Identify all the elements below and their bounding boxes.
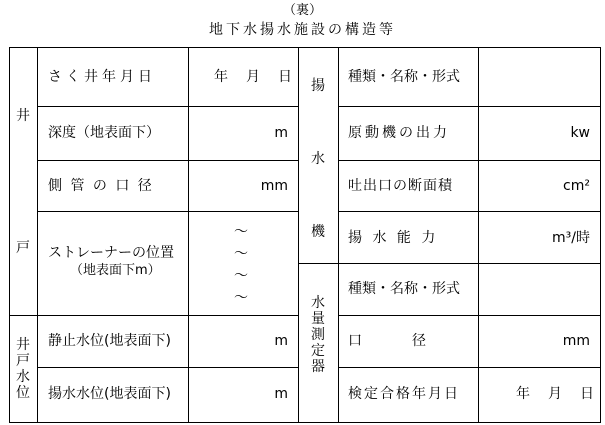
row-line-left-4	[9, 315, 299, 316]
row-line-right-2	[338, 160, 601, 161]
static-water-level-unit: m	[274, 333, 288, 349]
depth-label: 深度（地表面下）	[48, 125, 160, 141]
row-line-left-1	[37, 106, 299, 107]
table-border-top	[9, 47, 601, 48]
strainer-range-mark: ～	[234, 268, 248, 284]
row-line-left-3	[37, 211, 299, 212]
pumping-water-level-unit: m	[274, 386, 288, 402]
outlet-area-label: 吐出口の断面積	[348, 178, 453, 194]
pump-group-label-char: 水	[311, 151, 325, 167]
pumping-capacity-label: 揚 水 能 力	[348, 230, 439, 246]
row-line-right-3	[338, 211, 601, 212]
row-line-right-1	[338, 106, 601, 107]
motor-output-label: 原動機の出力	[348, 125, 450, 141]
row-line-left-2	[37, 160, 299, 161]
water-level-group-label	[14, 337, 32, 401]
meter-group-label	[309, 295, 327, 375]
row-line-left-5	[37, 367, 299, 368]
casing-diameter-unit: mm	[260, 178, 288, 194]
pump-type-label: 種類・名称・形式	[348, 69, 460, 85]
pumping-water-level-label: 揚水水位(地表面下)	[48, 386, 171, 402]
static-water-level-label: 静止水位(地表面下)	[48, 333, 171, 349]
water-level-label-char: 戸	[16, 353, 30, 369]
strainer-range-mark: ～	[234, 224, 248, 240]
water-level-label-char: 井	[16, 337, 30, 353]
motor-output-unit: kw	[570, 125, 590, 141]
well-group-label-bottom: 戸	[16, 240, 30, 256]
row-line-right-5	[338, 315, 601, 316]
well-group-label-top: 井	[16, 108, 30, 124]
depth-unit: m	[274, 125, 288, 141]
page-title: 地下水揚水施設の構造等	[209, 22, 396, 38]
meter-diameter-label: 口 径	[348, 333, 428, 349]
strainer-position-label: ストレーナーの位置	[48, 245, 174, 261]
water-level-label-char: 水	[16, 369, 30, 385]
water-level-label-char: 位	[16, 385, 30, 401]
pump-group-label-char: 機	[311, 224, 325, 240]
meter-diameter-unit: mm	[562, 333, 590, 349]
meter-type-label: 種類・名称・形式	[348, 281, 460, 297]
strainer-range-mark: ～	[234, 246, 248, 262]
table-border-left	[9, 47, 10, 423]
certification-date-label: 検定合格年月日	[348, 386, 460, 402]
meter-label-char: 水	[311, 295, 325, 311]
row-line-right-4	[298, 263, 601, 264]
meter-label-char: 定	[311, 343, 325, 359]
casing-diameter-label: 側 管 の 口 径	[48, 178, 154, 194]
meter-label-char: 測	[311, 327, 325, 343]
row-line-right-6	[338, 367, 601, 368]
back-side-label: （裏）	[282, 3, 322, 18]
certification-date-value: 年 月 日	[516, 386, 596, 402]
strainer-range-mark: ～	[234, 290, 248, 306]
pumping-capacity-unit: m³/時	[552, 230, 590, 246]
outlet-area-unit: cm²	[563, 178, 590, 194]
drilling-date-label: さく井年月日	[48, 69, 156, 85]
pump-group-label-char: 揚	[311, 78, 325, 94]
meter-label-char: 量	[311, 311, 325, 327]
table-border-bottom	[9, 422, 601, 423]
drilling-date-value: 年 月 日	[214, 69, 294, 85]
strainer-position-sublabel: （地表面下m）	[70, 263, 161, 278]
meter-label-char: 器	[311, 359, 325, 375]
